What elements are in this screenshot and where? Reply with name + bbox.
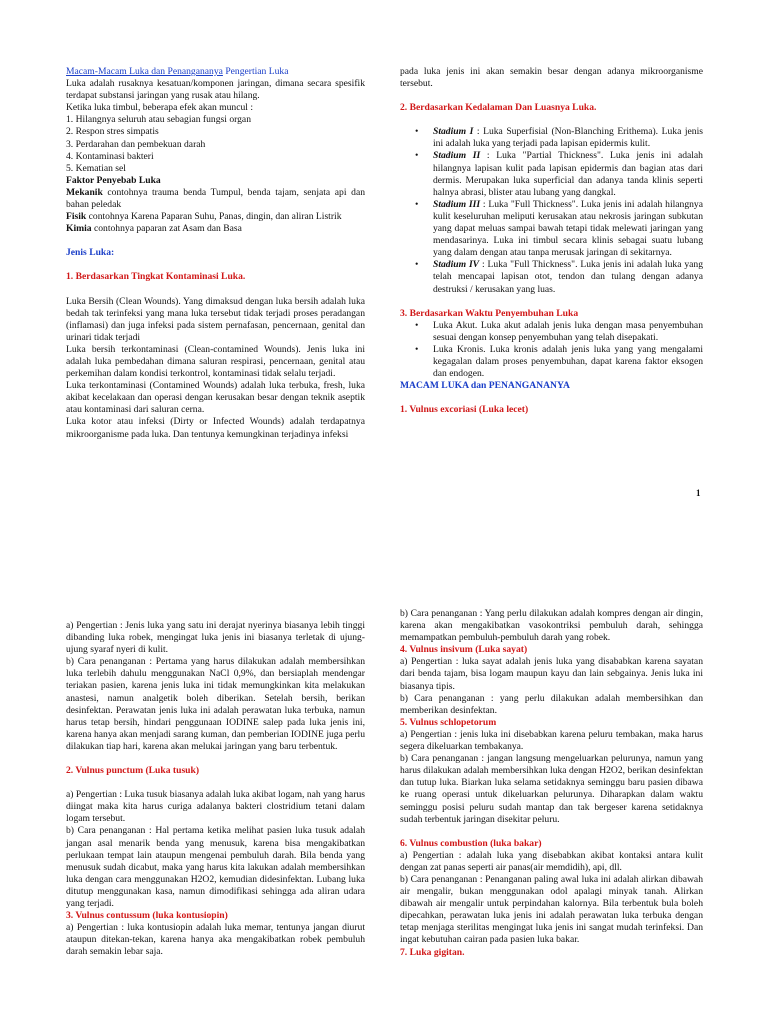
page2-right-column xyxy=(400,608,703,959)
waktu-list xyxy=(400,320,703,380)
faktor-item xyxy=(66,223,365,235)
vulnus-heading-7: 7. Luka gigitan. xyxy=(400,946,465,958)
faktor-text: contohnya trauma benda Tumpul, benda tajam, senjata api dan bahan peledak xyxy=(66,186,365,211)
section-heading-1: 1. Berdasarkan Tingkat Kontaminasi Luka. xyxy=(66,271,246,283)
effects-item: 3. Perdarahan dan pembekuan darah xyxy=(66,138,206,150)
title-link[interactable]: Macam-Macam Luka dan Penangananya xyxy=(66,66,223,77)
vulnus4-pengertian: a) Pengertian : luka sayat adalah jenis luka yang disababkan karena sayatan dari benda tajam, bisa logam maupun kayu dan lain sebgainya. Jenis luka ini biasanya tipis. xyxy=(400,656,703,692)
kontaminasi-paragraph: Luka bersih terkontaminasi (Clean-contamined Wounds). Jenis luka ini adalah luka pembedahan dimana saluran respirasi, pencernaan, genital atau perkemihan dalam kondisi terkontrol, kontaminasi tidak selalu terjadi. xyxy=(66,343,365,380)
effects-lead: Ketika luka timbul, beberapa efek akan muncul : xyxy=(66,102,254,114)
faktor-heading: Faktor Penyebab Luka xyxy=(66,174,161,186)
title-subtitle: Pengertian Luka xyxy=(225,66,289,77)
faktor-text: contohnya Karena Paparan Suhu, Panas, dingin, dan aliran Listrik xyxy=(86,211,342,223)
faktor-text: contohnya paparan zat Asam dan Basa xyxy=(91,223,242,235)
faktor-term: Kimia xyxy=(66,223,92,235)
vulnus2-penanganan: b) Cara penanganan : Hal pertama ketika melihat pasien luka tusuk adalah jangan asal menarik benda yang menusuk, karena bisa mengakibatkan perlukaan tempat lain ataupun mengenai pembuluh darah. Bila benda yang menusuk sudah dicabut, maka yang harus kita lakukan adalah membersihkan luka dengan cara menggunakan H2O2, kemudian didesinfektan. Lubang luka ditutup menggunakan kasa, namun dimodifikasi sehingga ada aliran udara yang terjadi. xyxy=(66,825,365,909)
vulnus6-pengertian: a) Pengertian : adalah luka yang disebabkan akibat kontaksi antara kulit dengan zat panas seperti air panas(air memdidih), api, dll. xyxy=(400,849,703,873)
section-heading-3: 3. Berdasarkan Waktu Penyembuhan Luka xyxy=(400,307,579,319)
stadium-text: : Luka "Partial Thickness". Luka jenis ini adalah hilangnya lapisan kulit pada lapisan epidermis dan bagian atas dari dermis. Merupakan luka superficial dan adanya tanda klinis seperti halnya abrasi, blister atau lubang yang dangkal. xyxy=(433,150,703,198)
stadium-item xyxy=(433,126,703,150)
effects-list xyxy=(66,114,365,174)
stadium-term: Stadium III xyxy=(433,198,481,210)
vulnus1-pengertian: a) Pengertian : Jenis luka yang satu ini derajat nyerinya biasanya lebih tinggi dibanding luka robek, mengingat luka jenis ini biasanya terletak di ujung-ujung syaraf nyeri di kulit. xyxy=(66,620,365,656)
vulnus1-penanganan: b) Cara penanganan : Pertama yang harus dilakukan adalah membersihkan luka terlebih dahulu menggunakan NaCl 0,9%, dan bersiaplah mendengar teriakan pasien, karena jenis luka ini tidak memungkinkan kita melakukan anastesi, namun analgetik boleh diberikan. Setelah bersih, berikan desinfektan. Perawatan jenis luka ini adalah perawatan luka terbuka, namun harus tetap bersih, hindari penggunaan IODINE salep pada luka jenis ini, karena hanya akan menjadi sarang kuman, dan pemberian IODINE juga perlu dilakukan tiap hari, karena akan melukai jaringan yang baru terbentuk. xyxy=(66,656,365,752)
jenis-luka-heading: Jenis Luka: xyxy=(66,247,115,259)
effects-item: 5. Kematian sel xyxy=(66,162,126,174)
stadium-text: : Luka Superfisial (Non-Blanching Erithema). Luka jenis ini adalah luka yang terjadi pada lapisan epidermis kulit. xyxy=(433,126,703,150)
vulnus-heading-3: 3. Vulnus contussum (luka kontusiopin) xyxy=(66,910,228,922)
macam-luka-heading: MACAM LUKA dan PENANGANANYA xyxy=(400,380,570,392)
kontaminasi-paragraph: Luka kotor atau infeksi (Dirty or Infected Wounds) adalah terdapatnya mikroorganisme pada luka. Dan tentunya kemungkinan terjadinya infeksi xyxy=(66,416,365,440)
vulnus-heading-6: 6. Vulnus combustion (luka bakar) xyxy=(400,837,542,849)
stadium-term: Stadium IV xyxy=(433,259,480,271)
page1-right-column xyxy=(400,66,703,416)
stadium-text: : Luka "Full Thickness". Luka jenis ini adalah luka yang telah mencapai lapisan otot, tendon dan tulang dengan adanya destruksi / kerusakan yang luas. xyxy=(433,259,703,295)
stadium-list xyxy=(400,126,703,295)
stadium-term: Stadium I xyxy=(433,126,474,138)
vulnus4-penanganan: b) Cara penanganan : yang perlu dilakukan adalah membersihkan dan memberikan desinfektan. xyxy=(400,692,703,716)
vulnus-heading-4: 4. Vulnus insivum (Luka sayat) xyxy=(400,644,528,656)
waktu-item: • Luka Akut. Luka akut adalah jenis luka dengan masa penyembuhan sesuai dengan konsep penyembuhan yang telah disepakati. xyxy=(433,320,703,344)
faktor-term: Mekanik xyxy=(66,186,103,198)
document-title xyxy=(66,66,365,78)
stadium-item xyxy=(433,150,703,198)
kontaminasi-paragraph: Luka Bersih (Clean Wounds). Yang dimaksud dengan luka bersih adalah luka bedah tak terinfeksi yang mana luka tersebut tidak terjadi proses peradangan (inflamasi) dan juga infeksi pada sistem pernafasan, pencernaan, genital dan urinari tidak terjadi xyxy=(66,295,365,343)
vulnus-heading-2: 2. Vulnus punctum (Luka tusuk) xyxy=(66,765,200,777)
vulnus3-penanganan: b) Cara penanganan : Yang perlu dilakukan adalah kompres dengan air dingin, karena akan mengakibatkan vasokontriksi pembuluh darah, sehingga memampatkan pembuluh-pembuluh darah yang robek. xyxy=(400,608,703,644)
vulnus6-penanganan: b) Cara penanganan : Penanganan paling awal luka ini adalah alirkan dibawah air mengalir, bukan menggunakan odol apalagi minyak tanah. Alirkan dibawah air mengalir untuk perpindahan kalornya. Bila terbentuk bula boleh dipecahkan, perawatan luka jenis ini adalah perawatan luka terbuka dengan tetap menjaga sterilitas mengingat luka jenis ini sangat mudah terinfeksi. Dan ingat kebutuhan cairan pada pasien luka bakar. xyxy=(400,873,703,946)
effects-item: 2. Respon stres simpatis xyxy=(66,126,159,138)
page2-left-column xyxy=(66,620,365,958)
stadium-item xyxy=(433,199,703,259)
page-number: 1 xyxy=(696,488,701,498)
faktor-item xyxy=(66,187,365,211)
vulnus-heading-1: 1. Vulnus excoriasi (Luka lecet) xyxy=(400,404,529,416)
stadium-item xyxy=(433,259,703,295)
effects-item: 4. Kontaminasi bakteri xyxy=(66,150,154,162)
kontaminasi-paragraph: Luka terkontaminasi (Contamined Wounds) adalah luka terbuka, fresh, luka akibat kecelakaan dan operasi dengan kerusakan besar dengan teknik aseptik atau kontaminasi dari saluran cerna. xyxy=(66,380,365,416)
stadium-text: : Luka "Full Thickness". Luka jenis ini adalah hilangnya kulit keseluruhan meliputi kerusakan atau nekrosis jaringan subkutan yang dapat meluas sampai bawah tetapi tidak melewati jaringan yang mendasarinya. Luka ini timbul secara klinis sebagai suatu lubang yang dalam dengan atau tanpa merusak jaringan di sekitarnya. xyxy=(433,198,703,259)
effects-item: 1. Hilangnya seluruh atau sebagian fungsi organ xyxy=(66,114,251,126)
page1-left-column xyxy=(66,66,365,441)
intro-paragraph: Luka adalah rusaknya kesatuan/komponen jaringan, dimana secara spesifik terdapat substansi jaringan yang rusak atau hilang. xyxy=(66,78,365,102)
continued-paragraph: pada luka jenis ini akan semakin besar dengan adanya mikroorganisme tersebut. xyxy=(400,66,703,90)
vulnus2-pengertian: a) Pengertian : Luka tusuk biasanya adalah luka akibat logam, nah yang harus diingat maka kita harus curiga adalanya bakteri clostridium tetani dalam logam tersebut. xyxy=(66,789,365,825)
vulnus5-pengertian: a) Pengertian : jenis luka ini disebabkan karena peluru tembakan, maka harus segera dikeluarkan tembakanya. xyxy=(400,728,703,753)
vulnus-heading-5: 5. Vulnus schlopetorum xyxy=(400,716,497,728)
faktor-term: Fisik xyxy=(66,211,87,223)
section-heading-2: 2. Berdasarkan Kedalaman Dan Luasnya Luka. xyxy=(400,102,597,114)
vulnus5-penanganan: b) Cara penanganan : jangan langsung mengeluarkan pelurunya, namun yang harus dilakukan adalah membersihkan luka dengan H2O2, berikan desinfektan dan tutup luka. Biarkan luka selama setidaknya seminggu baru pasien dibawa ke ruang operasi untuk dikeluarkan pelurunya. Diharapkan dalam waktu seminggu posisi peluru sudah mantap dan tak bergeser karena setidaknya sudah terbentuk jaringan disekitar peluru. xyxy=(400,753,703,825)
faktor-item xyxy=(66,211,365,223)
waktu-item: • Luka Kronis. Luka kronis adalah jenis luka yang yang mengalami kegagalan dalam proses penyembuhan, dapat karena faktor eksogen dan endogen. xyxy=(433,344,703,380)
stadium-term: Stadium II xyxy=(433,150,481,162)
vulnus3-pengertian: a) Pengertian : luka kontusiopin adalah luka memar, tentunya jangan diurut ataupun ditekan-tekan, karena hanya aka mengakibatkan robek pembuluh darah semakin lebar saja. xyxy=(66,922,365,958)
